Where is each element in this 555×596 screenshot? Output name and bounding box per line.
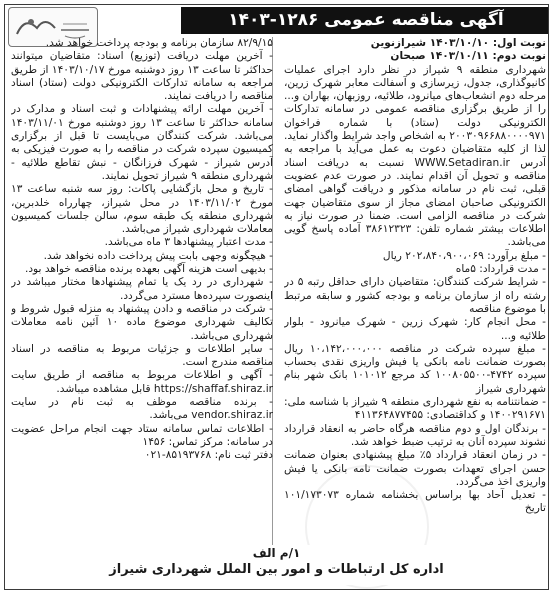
rejection-right: - شهرداری در رد یک یا تمام پیشنهادها مختار میباشد در اینصورت سپرده‌ها مسترد می‌گردد. [11,276,273,302]
acceptance-of-terms: - شرکت در مناقصه و دادن پیشنهاد به منزله قبول شروط و تکالیف شهرداری موضوع ماده ۱۰ آئین نامه معاملات شهرداری می‌باشد. [11,302,273,342]
announcement-footer [9,545,544,585]
proposal-submission-deadline: - آخرین مهلت ارائه پیشنهادات و ثبت اسناد و مدارک در سامانه حداکثر تا ساعت ۱۳ روز دوشنبه مورخ ۱۴۰۳/۱۱/۰۱ می‌باشد. شرکت کنندگان می‌بایست تا قبل از برگزاری کمیسیون سپرده شرکت در مناقصه را به صورت فیزیکی به آدرس شیراز - شهرک فرزانگان - نبش تقاطع طلائیه - شهرداری منطقه ۹ شیراز تحویل نمایند. [11,103,273,182]
setad-contact: - اطلاعات تماس سامانه ستاد جهت انجام مراحل عضویت در سامانه: مرکز تماس: ۱۴۵۶ [11,422,273,448]
deposit-amount: - مبلغ سپرده شرکت در مناقصه ۱۰،۱۴۲،۰۰۰،۰۰۰ ریال بصورت ضمانت نامه بانکی یا فیش واریزی نقدی بحساب سپرده ۴۷۴۲-۱۰۰۸۰۵۵۰۰ کد مرجع ۱۰۱۰۱۲ بانک شهر بنام شهرداری شیراز [284,342,546,395]
no-prepayment: - هیچگونه وجهی بابت پیش پرداخت داده نخواهد شد. [43,249,273,262]
tender-description: شهرداری منطقه ۹ شیراز در نظر دارد اجرای عملیات کانیوگذاری، جدول، زیرسازی و آسفالت معابر شهرک زرین، مرحله دوم انشعاب‌های میانرود، طلائیه، روزبهان، بهاران و... را از طریق برگزاری مناقصه عمومی در سامانه تدارکات الکترونیکی دولت (ستاد) با شماره فراخوان ۲۰۰۳۰۹۶۶۸۸۰۰۰۰۹۷۱ به اشخاص واجد شرایط واگذار نماید. لذا از کلیه متقاضیان دعوت به عمل می‌آید با مراجعه به آدرس WWW.Setadiran.ir نسبت به دریافت اسناد مناقصه و تحویل آن اقدام نمایند. در صورت عدم عضویت قبلی، ثبت نام در سامانه مذکور و دریافت گواهی امضای الکترونیکی صاحبان امضای مجاز از سوی متقاضیان جهت شرکت در مناقصه الزامی است. ضمنا در صورت نیاز به اطلاعات بیشتر شماره تلفن: ۳۸۶۱۲۳۲۳ آماده پاسخ گویی می‌باشد. [284,63,546,249]
document-receipt-deadline: - آخرین مهلت دریافت (توزیع) اسناد: متقاضیان میتوانند حداکثر تا ساعت ۱۳ روز دوشنبه مورخ ۱۴۰۳/۱۰/۱۷ از طریق مراجعه به سامانه تدارکات الکترونیکی دولت (ستاد) اسناد مناقصه را دریافت نمایند. [11,50,273,103]
ad-number: ۱/م الف [252,546,301,560]
announcement-title: آگهی مناقصه عمومی ۱۲۸۶-۱۴۰۳ [181,7,549,34]
advertisement-frame [4,4,549,590]
left-column [11,37,273,585]
transparency-site: - آگهی و اطلاعات مربوط به مناقصه از طریق سایت https://shaffaf.shiraz.ir قابل مشاهده میباشد. [11,369,273,395]
price-adjustment-continued: ۸۲/۹/۱۵ سازمان برنامه و بودجه پرداخت خواهد شد. [45,37,273,49]
envelope-opening-details: - تاریخ و محل بازگشایی پاکات: روز سه شنبه ساعت ۱۳ مورخ ۱۴۰۳/۱۱/۰۲ در محل شیراز، چهارراه خلدبرین، شهرداری منطقه یک طبقه سوم، سالن جلسات کمیسیون معاملات شهرداری شیراز می‌باشد. [11,183,273,236]
announcement-body [11,37,546,585]
estimated-amount: - مبلغ برآورد: ۲۰۲،۸۴۰،۹۰۰،۰۶۹ ریال [382,249,546,262]
work-location: - محل انجام کار: شهرک زرین - شهرک میانرود - بلوار طلائیه و... [284,316,546,342]
performance-guarantee: - در زمان انعقاد قرارداد ۵٪ مبلغ پیشنهادی بعنوان ضمانت حسن اجرای تعهدات بصورت ضمانت نامه بانکی یا فیش واریزی اخذ می‌گردد. [284,449,546,488]
publication-first-line: نوبت اول: ۱۴۰۳/۱۰/۱۰ شیرازنوین [370,37,546,49]
other-information: - سایر اطلاعات و جزئیات مربوط به مناقصه در اسناد مناقصه مندرج است. [11,342,273,369]
participant-conditions: - شرایط شرکت کنندگان: متقاضیان دارای حداقل رتبه ۵ در رشته راه از سازمان برنامه و بودجه کشور و سابقه مرتبط با موضوع مناقصه [284,276,546,315]
issuing-office: اداره کل ارتباطات و امور بین الملل شهرداری شیراز [109,562,444,577]
guarantee-beneficiary: - ضمانتنامه به نفع شهرداری منطقه ۹ شیراز با شناسه ملی: ۱۴۰۰۲۹۱۶۷۱ و کداقتصادی: ۴۱۱۳۶۴۸۷۷۴۵۵ [284,396,546,422]
proposal-validity: - مدت اعتبار پیشنهادها ۳ ماه می‌باشد. [104,236,273,249]
right-column [284,37,546,585]
winners-forfeit-clause: - برندگان اول و دوم مناقصه هرگاه حاضر به انعقاد قرارداد نشوند سپرده آنان به ترتیب ضبط خواهد شد. [284,422,546,448]
publication-second-line: نوبت دوم: ۱۴۰۳/۱۰/۱۱ صبحان [390,50,546,63]
vendor-registration: - برنده مناقصه موظف به ثبت نام در سایت vendor.shiraz.ir می‌باشد. [11,396,273,422]
ad-cost-clause: - بدیهی است هزینه آگهی بعهده برنده مناقصه خواهد بود. [24,263,273,276]
registration-office-phone: دفتر ثبت نام: ۸۵۱۹۳۷۶۸-۰۲۱ [144,449,273,462]
contract-duration: - مدت قرارداد: ۵ماه [455,263,546,276]
price-adjustment: - تعدیل آحاد بها براساس بخشنامه شماره ۱۰۱/۱۷۳۰۷۳ تاریخ [284,489,546,515]
